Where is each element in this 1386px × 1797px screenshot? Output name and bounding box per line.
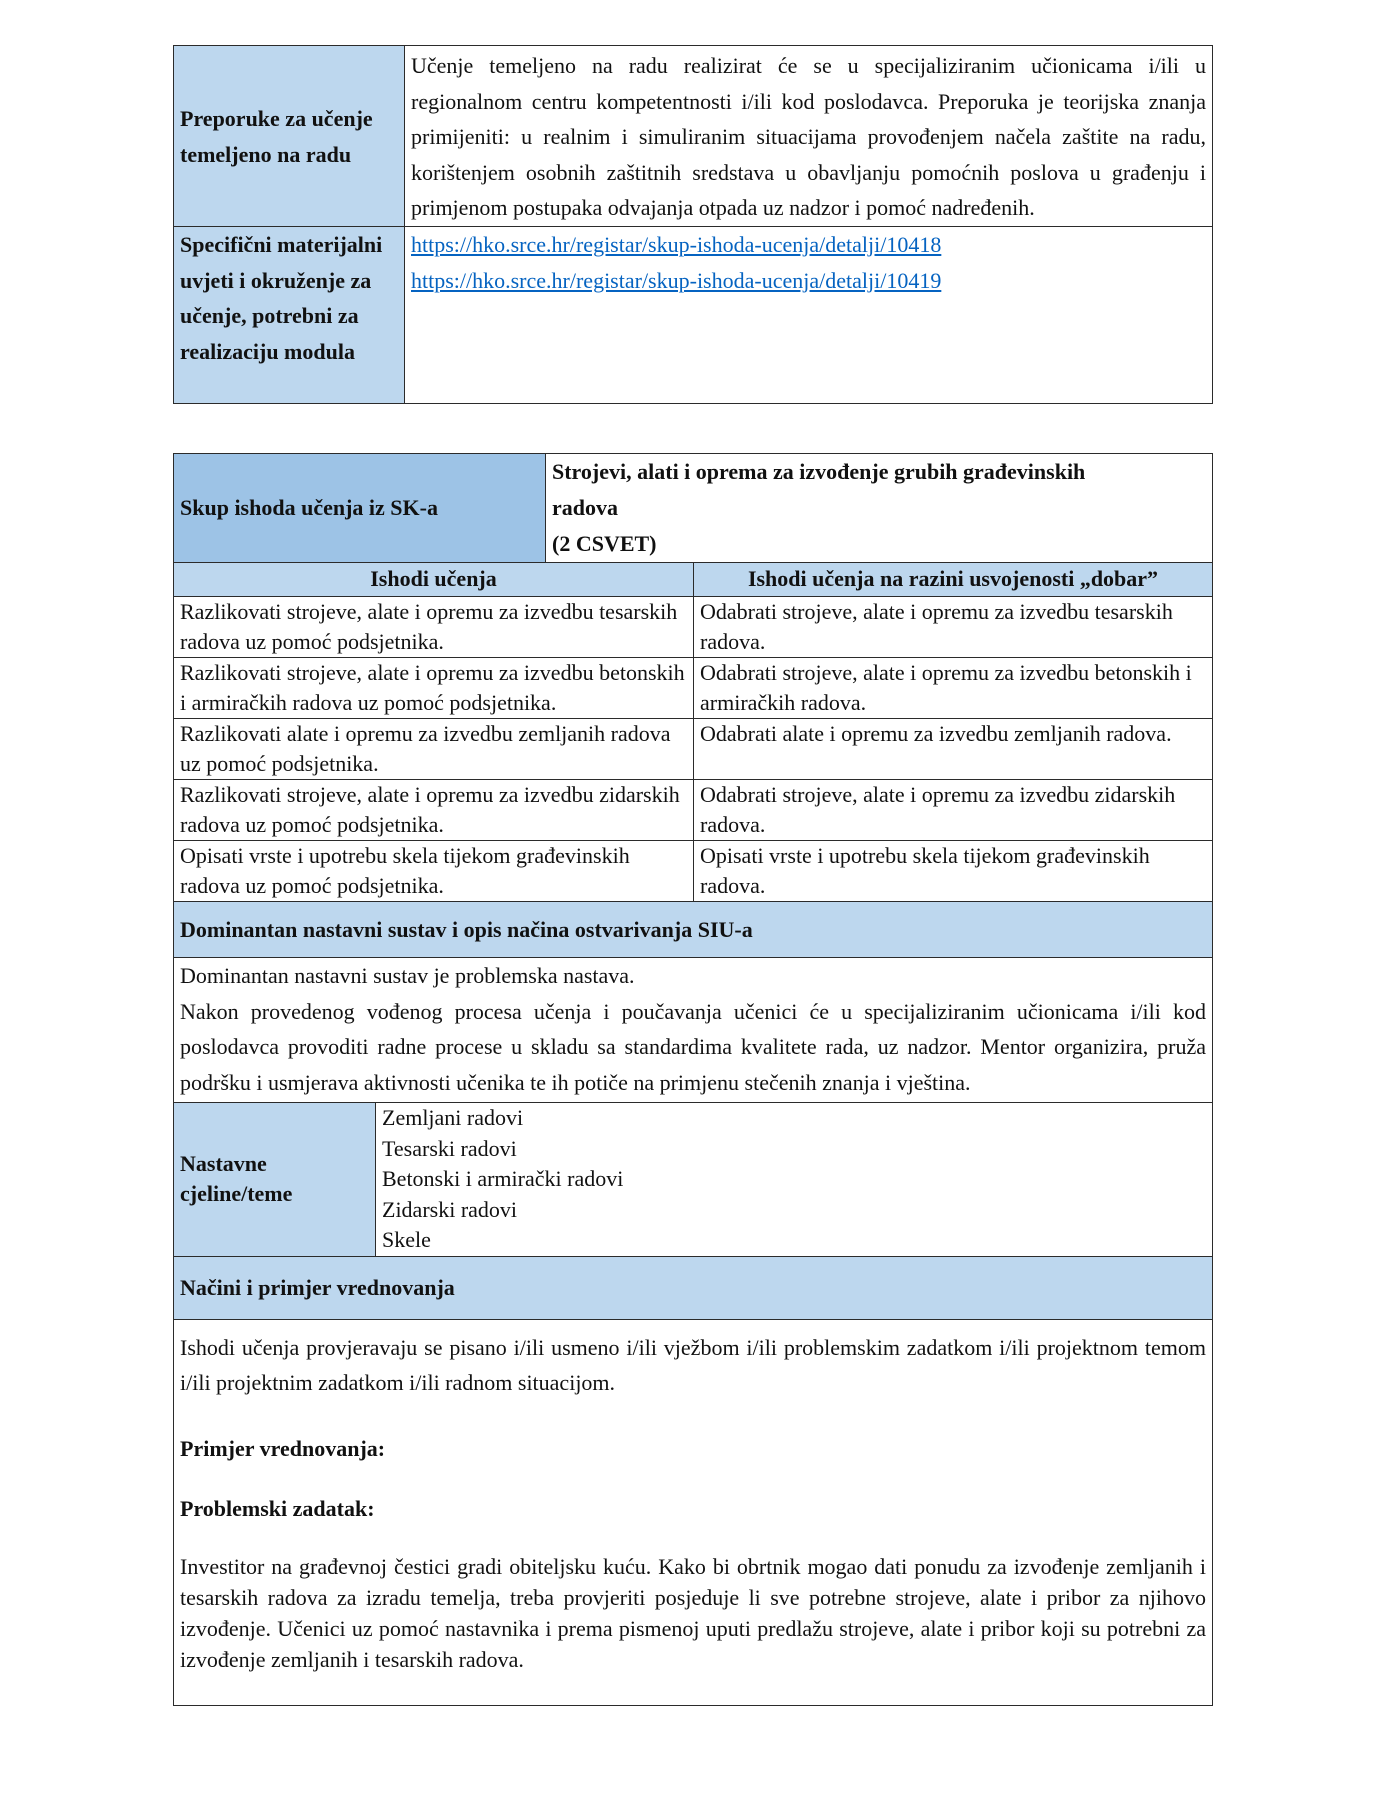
column-header-good-level: Ishodi učenja na razini usvojenosti „dobar” [694, 563, 1213, 597]
task-text: Investitor na građevnoj čestici gradi obiteljsku kuću. Kako bi obrtnik mogao dati ponudu za izvođenje zemljanih i tesarskih radova za izradu temelja, treba provjeriti posjeduje li sve potrebne strojeve, alate i pribor za njihovo izvođenje. Učenici uz pomoć nastavnika i prema pismenoj uputi predlažu strojeve, alate i pribor koji su potrebni za izvođenje zemljanih i tesarskih radova. [180, 1553, 1206, 1672]
link-register-10419[interactable]: https://hko.srce.hr/registar/skup-ishoda-ucenja/detalji/10419 [411, 267, 942, 293]
outcome-cell: Razlikovati strojeve, alate i opremu za izvedbu zidarskih radova uz pomoć podsjetnika. [174, 780, 694, 841]
good-level-cell: Odabrati alate i opremu za izvedbu zemljanih radova. [694, 719, 1213, 780]
table-row [174, 841, 1213, 902]
outcome-cell: Razlikovati alate i opremu za izvedbu zemljanih radova uz pomoć podsjetnika. [174, 719, 694, 780]
table-row [174, 719, 1213, 780]
set-title [546, 454, 1213, 563]
learning-outcomes-table [173, 453, 1213, 1706]
unit-item: Betonski i armirački radovi [382, 1166, 624, 1191]
units-label: Nastavne cjeline/teme [174, 1103, 376, 1257]
table-row [174, 958, 1213, 1103]
row-label-material-conditions: Specifični materijalni uvjeti i okruženje za učenje, potrebni za realizaciju modula [174, 227, 405, 404]
task-heading: Problemski zadatak: [180, 1495, 375, 1521]
table-header-row [174, 563, 1213, 597]
set-label: Skup ishoda učenja iz SK-a [174, 454, 546, 563]
table-row [174, 780, 1213, 841]
column-header-outcomes: Ishodi učenja [174, 563, 694, 597]
teaching-system-line2: Nakon provedenog vođenog procesa učenja i poučavanja učenici će u specijaliziranim učionicama i/ili kod poslodavca provoditi radne procese u skladu sa standardima kvalitete rada, uz nadzor. Mentor organizira, pruža podršku i usmjerava aktivnosti učenika te ih potiče na primjenu stečenih znanja i vještina. [180, 998, 1206, 1095]
unit-item: Skele [382, 1227, 431, 1252]
unit-item: Zidarski radovi [382, 1196, 518, 1222]
row-label-recommendations: Preporuke za učenje temeljeno na radu [174, 46, 405, 227]
set-title-line2: radova [552, 495, 618, 520]
good-level-cell: Odabrati strojeve, alate i opremu za izvedbu betonskih i armiračkih radova. [694, 658, 1213, 719]
evaluation-content [174, 1319, 1213, 1705]
table-row [174, 454, 1213, 563]
good-level-cell: Odabrati strojeve, alate i opremu za izvedbu tesarskih radova. [694, 597, 1213, 658]
good-level-cell: Odabrati strojeve, alate i opremu za izvedbu zidarskih radova. [694, 780, 1213, 841]
unit-item: Zemljani radovi [382, 1105, 524, 1130]
unit-item: Tesarski radovi [382, 1135, 517, 1161]
good-level-cell: Opisati vrste i upotrebu skela tijekom građevinskih radova. [694, 841, 1213, 902]
example-heading: Primjer vrednovanja: [180, 1435, 386, 1461]
units-list [376, 1103, 1213, 1257]
set-title-line1: Strojevi, alati i oprema za izvođenje grubih građevinskih [552, 459, 1086, 484]
evaluation-text: Ishodi učenja provjeravaju se pisano i/ili usmeno i/ili vježbom i/ili problemskim zadatkom i/ili projektnom temom i/ili projektnim zadatkom i/ili radnom situacijom. [180, 1334, 1206, 1395]
table-row [174, 658, 1213, 719]
table-row [174, 46, 1213, 227]
recommendations-text: Učenje temeljeno na radu realizirat će se u specijaliziranim učionicama i/ili u regionalnom centru kompetentnosti i/ili kod poslodavca. Preporuka je teorijska znanja primijeniti: u realnim i simuliranim situacijama provođenjem načela zaštite na radu, korištenjem osobnih zaštitnih sredstava u obavljanju pomoćnih poslova u građenju i primjenom postupaka odvajanja otpada uz nadzor i pomoć nadređenih. [405, 46, 1213, 227]
section-header-row [174, 1256, 1213, 1319]
table-row [174, 1103, 1213, 1257]
evaluation-heading: Načini i primjer vrednovanja [174, 1256, 1213, 1319]
outcome-cell: Opisati vrste i upotrebu skela tijekom građevinskih radova uz pomoć podsjetnika. [174, 841, 694, 902]
material-conditions-links [405, 227, 1213, 404]
work-based-learning-table [173, 45, 1213, 404]
table-row [174, 227, 1213, 404]
table-row [174, 1319, 1213, 1705]
outcome-cell: Razlikovati strojeve, alate i opremu za izvedbu tesarskih radova uz pomoć podsjetnika. [174, 597, 694, 658]
set-credits: (2 CSVET) [552, 531, 657, 556]
table-row [174, 597, 1213, 658]
teaching-system-line1: Dominantan nastavni sustav je problemska nastava. [180, 963, 635, 988]
outcome-cell: Razlikovati strojeve, alate i opremu za izvedbu betonskih i armiračkih radova uz pomoć podsjetnika. [174, 658, 694, 719]
section-header-row [174, 902, 1213, 958]
teaching-system-heading: Dominantan nastavni sustav i opis načina ostvarivanja SIU-a [174, 902, 1213, 958]
teaching-system-text [174, 958, 1213, 1103]
link-register-10418[interactable]: https://hko.srce.hr/registar/skup-ishoda-ucenja/detalji/10418 [411, 232, 942, 257]
